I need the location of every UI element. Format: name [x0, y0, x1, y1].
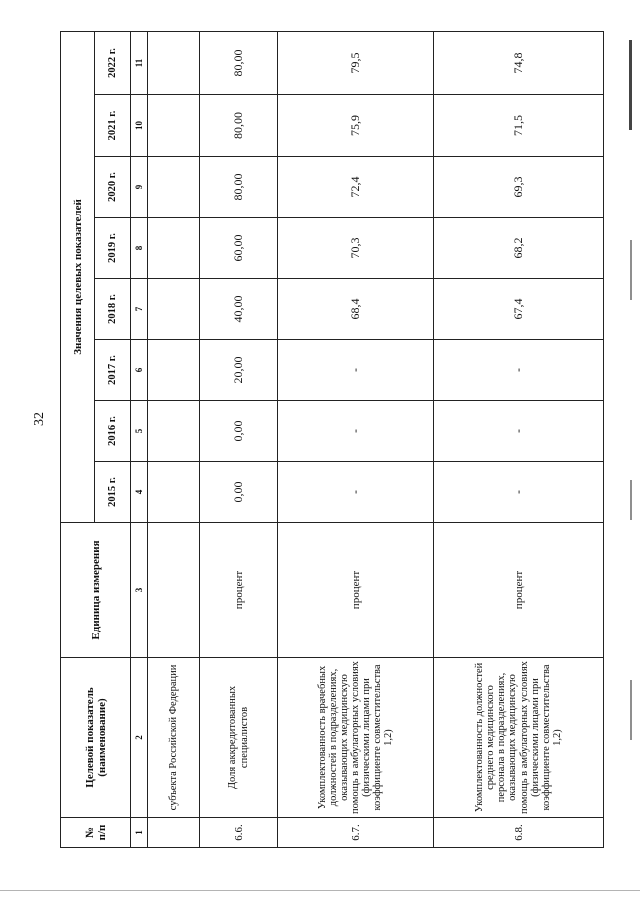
value-cell [148, 31, 200, 94]
value-cell [148, 340, 200, 401]
column-index: 10 [131, 95, 148, 157]
value-cell [148, 462, 200, 523]
header-year: 2018 г. [95, 279, 131, 340]
row-number: 6.7. [278, 818, 434, 848]
value-cell [148, 218, 200, 279]
row-number [148, 818, 200, 848]
header-year: 2017 г. [95, 340, 131, 401]
column-index: 11 [131, 31, 148, 94]
column-index: 1 [131, 818, 148, 848]
page-number: 32 [32, 412, 47, 426]
column-index: 6 [131, 340, 148, 401]
column-index: 5 [131, 401, 148, 462]
table-row [434, 31, 604, 847]
column-index: 4 [131, 462, 148, 523]
header-year: 2022 г. [95, 31, 131, 94]
indicator-name: субъекта Российской Федерации [148, 658, 200, 818]
value-cell: - [278, 340, 434, 401]
column-index: 9 [131, 157, 148, 218]
header-indicator: Целевой показатель (наименование) [61, 658, 131, 818]
value-cell: - [278, 401, 434, 462]
table-row [148, 31, 200, 847]
unit-cell [148, 523, 200, 658]
header-values-group: Значения целевых показателей [61, 31, 95, 522]
value-cell: 68,2 [434, 218, 604, 279]
value-cell: - [434, 340, 604, 401]
unit-cell: процент [434, 523, 604, 658]
value-cell: 74,8 [434, 31, 604, 94]
value-cell: - [278, 462, 434, 523]
indicator-name: Доля аккредитованных специалистов [200, 658, 278, 818]
value-cell: 67,4 [434, 279, 604, 340]
table-row [278, 31, 434, 847]
value-cell: - [434, 401, 604, 462]
value-cell: 71,5 [434, 95, 604, 157]
value-cell: 69,3 [434, 157, 604, 218]
rotated-table-container [60, 32, 600, 848]
scan-artifact [629, 40, 632, 130]
target-indicators-table [60, 31, 604, 848]
header-unit: Единица измерения [61, 523, 131, 658]
column-index: 3 [131, 523, 148, 658]
column-index-row [131, 31, 148, 847]
indicator-name: Укомплектованность врачебных должностей в подразделениях, оказывающих медицинскую помощь в амбулаторных условиях (физическими лицами при коэффициенте совместительства 1,2) [278, 658, 434, 818]
value-cell: 68,4 [278, 279, 434, 340]
header-year: 2020 г. [95, 157, 131, 218]
value-cell: 80,00 [200, 95, 278, 157]
value-cell: 40,00 [200, 279, 278, 340]
scan-artifact [630, 680, 632, 740]
row-number: 6.8. [434, 818, 604, 848]
value-cell: 72,4 [278, 157, 434, 218]
scan-artifact [0, 890, 640, 891]
value-cell [148, 95, 200, 157]
value-cell [148, 279, 200, 340]
header-row-top [61, 31, 95, 847]
table-row [200, 31, 278, 847]
value-cell: 20,00 [200, 340, 278, 401]
scan-artifact [630, 480, 632, 520]
unit-cell: процент [200, 523, 278, 658]
value-cell: 80,00 [200, 157, 278, 218]
row-number: 6.6. [200, 818, 278, 848]
header-year: 2021 г. [95, 95, 131, 157]
value-cell: 79,5 [278, 31, 434, 94]
header-year: 2019 г. [95, 218, 131, 279]
value-cell: 70,3 [278, 218, 434, 279]
unit-cell: процент [278, 523, 434, 658]
header-year: 2016 г. [95, 401, 131, 462]
value-cell: 80,00 [200, 31, 278, 94]
header-num: № п/п [61, 818, 131, 848]
column-index: 8 [131, 218, 148, 279]
indicator-name: Укомплектованность должностей среднего медицинского персонала в подразделениях, оказывающих медицинскую помощь в амбулаторных условиях (физическими лицами при коэффициенте совместительства 1,2) [434, 658, 604, 818]
column-index: 2 [131, 658, 148, 818]
column-index: 7 [131, 279, 148, 340]
header-year: 2015 г. [95, 462, 131, 523]
scan-artifact [630, 240, 632, 300]
value-cell [148, 401, 200, 462]
value-cell [148, 157, 200, 218]
value-cell: 0,00 [200, 462, 278, 523]
value-cell: 60,00 [200, 218, 278, 279]
value-cell: 0,00 [200, 401, 278, 462]
value-cell: - [434, 462, 604, 523]
value-cell: 75,9 [278, 95, 434, 157]
